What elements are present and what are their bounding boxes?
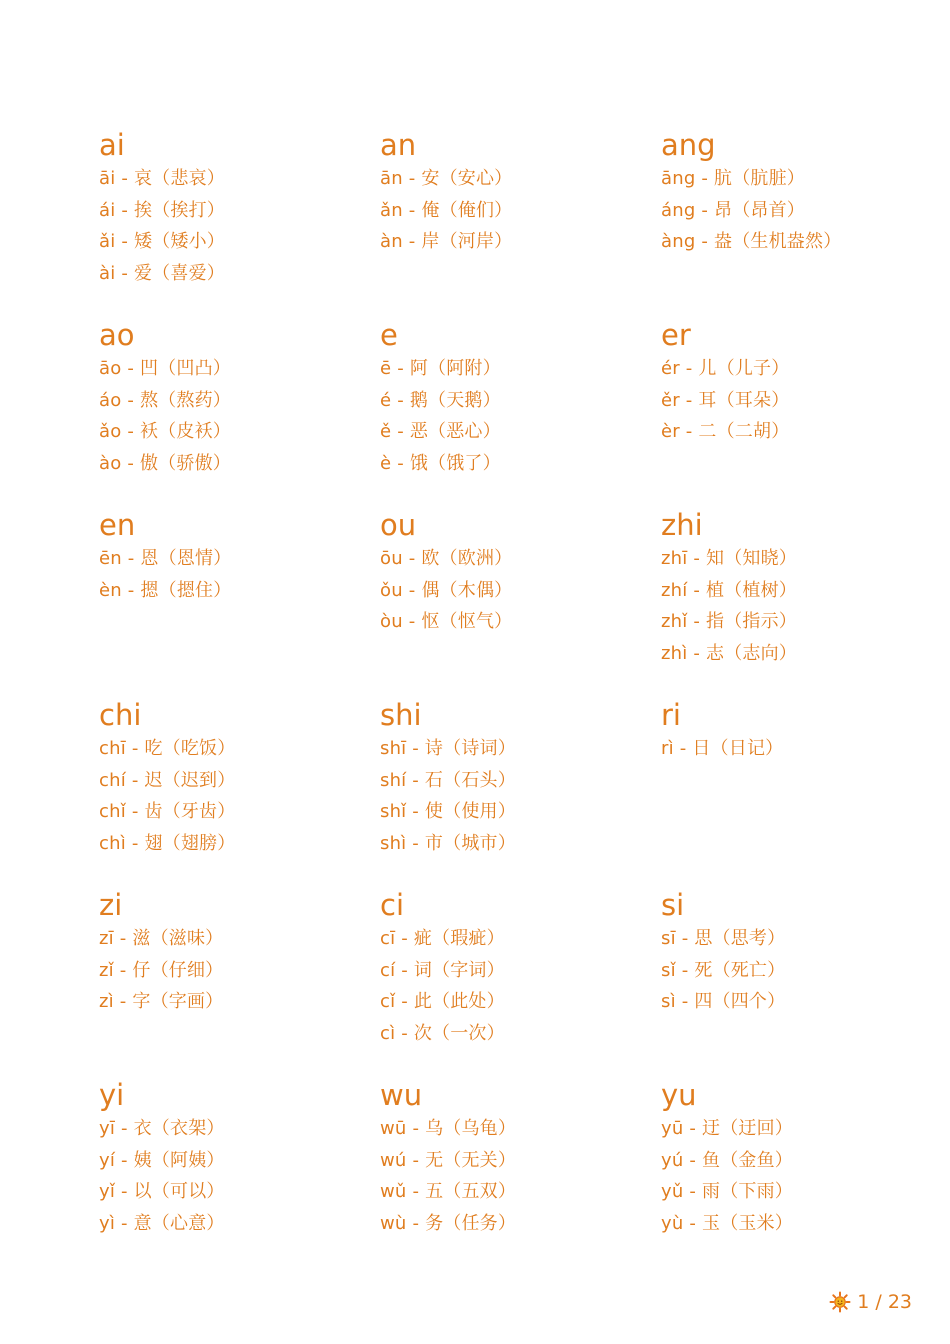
grid-row: [99, 888, 899, 1078]
syllable-entry: sī - 思（思考）: [661, 928, 786, 949]
syllable-entry: yì - 意（心意）: [99, 1213, 225, 1235]
syllable-entry: cì - 次（一次）: [380, 1023, 505, 1045]
syllable-entry: wú - 无（无关）: [380, 1149, 517, 1171]
syllable-card-wu: [380, 1078, 661, 1268]
grid-row: [99, 1078, 899, 1268]
syllable-entry: ōu - 欧（欧洲）: [380, 548, 513, 569]
syllable-entry: wǔ - 五（五双）: [380, 1181, 517, 1203]
sun-icon: [829, 1291, 851, 1313]
syllable-card-ang: [661, 128, 942, 318]
syllable-card-ai: [99, 128, 380, 318]
syllable-entry: sǐ - 死（死亡）: [661, 959, 786, 981]
syllable-entry: òu - 怄（怄气）: [380, 611, 513, 633]
syllable-card-chi: [99, 698, 380, 888]
syllable-title: ri: [661, 698, 681, 732]
syllable-entry: āo - 凹（凹凸）: [99, 358, 231, 379]
syllable-entry: ái - 挨（挨打）: [99, 199, 225, 221]
syllable-entry: áo - 熬（熬药）: [99, 389, 231, 411]
syllable-entry: ān - 安（安心）: [380, 168, 513, 189]
syllable-entry: cǐ - 此（此处）: [380, 991, 505, 1013]
syllable-entry: áng - 昂（昂首）: [661, 199, 806, 221]
syllable-card-ci: [380, 888, 661, 1078]
syllable-entry: yí - 姨（阿姨）: [99, 1149, 225, 1171]
syllable-entry: ēn - 恩（恩情）: [99, 548, 232, 569]
syllable-title: an: [380, 128, 417, 162]
syllable-title: yu: [661, 1078, 697, 1112]
syllable-entry: cī - 疵（瑕疵）: [380, 928, 505, 949]
page-footer: [829, 1291, 912, 1313]
syllable-entry: zhǐ - 指（指示）: [661, 611, 797, 633]
syllable-card-si: [661, 888, 942, 1078]
syllable-entry: ǒu - 偶（木偶）: [380, 579, 513, 601]
syllable-title: ci: [380, 888, 405, 922]
syllable-entry: ě - 恶（恶心）: [380, 421, 501, 443]
syllable-entry: yù - 玉（玉米）: [661, 1213, 793, 1235]
syllable-title: zhi: [661, 508, 703, 542]
syllable-entry: sì - 四（四个）: [661, 991, 786, 1013]
syllable-title: yi: [99, 1078, 125, 1112]
syllable-entry: ē - 阿（阿附）: [380, 358, 501, 379]
syllable-card-er: [661, 318, 942, 508]
syllable-entry: chí - 迟（迟到）: [99, 769, 236, 791]
syllable-card-yu: [661, 1078, 942, 1268]
grid-row: [99, 128, 899, 318]
syllable-entry: yū - 迂（迂回）: [661, 1118, 793, 1139]
syllable-entry: àng - 盎（生机盎然）: [661, 231, 842, 253]
syllable-entry: zhí - 植（植树）: [661, 579, 797, 601]
syllable-entry: ǎi - 矮（矮小）: [99, 231, 225, 253]
grid-row: [99, 318, 899, 508]
syllable-title: chi: [99, 698, 142, 732]
syllable-card-ou: [380, 508, 661, 698]
syllable-entry: zhī - 知（知晓）: [661, 548, 797, 569]
syllable-entry: é - 鹅（天鹅）: [380, 389, 501, 411]
syllable-title: ang: [661, 128, 716, 162]
syllable-entry: shī - 诗（诗词）: [380, 738, 516, 759]
syllable-entry: shí - 石（石头）: [380, 769, 516, 791]
syllable-entry: rì - 日（日记）: [661, 738, 784, 759]
syllable-entry: chī - 吃（吃饭）: [99, 738, 236, 759]
syllable-entry: yǐ - 以（可以）: [99, 1181, 225, 1203]
syllable-title: e: [380, 318, 398, 352]
syllable-entry: zī - 滋（滋味）: [99, 928, 224, 949]
syllable-entry: zì - 字（字画）: [99, 991, 224, 1013]
syllable-title: ao: [99, 318, 135, 352]
syllable-title: er: [661, 318, 691, 352]
syllable-grid: [99, 128, 899, 1268]
syllable-title: ou: [380, 508, 417, 542]
syllable-card-ao: [99, 318, 380, 508]
syllable-entry: ài - 爱（喜爱）: [99, 263, 225, 285]
syllable-card-yi: [99, 1078, 380, 1268]
syllable-entry: wù - 务（任务）: [380, 1213, 517, 1235]
syllable-title: zi: [99, 888, 123, 922]
syllable-title: wu: [380, 1078, 423, 1112]
syllable-card-ri: [661, 698, 942, 888]
syllable-entry: ǎo - 袄（皮袄）: [99, 421, 231, 443]
syllable-card-shi: [380, 698, 661, 888]
syllable-entry: chǐ - 齿（牙齿）: [99, 801, 236, 823]
syllable-title: si: [661, 888, 685, 922]
syllable-entry: shǐ - 使（使用）: [380, 801, 516, 823]
syllable-entry: èn - 摁（摁住）: [99, 579, 232, 601]
page-indicator: 1 / 23: [857, 1291, 912, 1313]
syllable-entry: zǐ - 仔（仔细）: [99, 959, 224, 981]
syllable-entry: wū - 乌（乌龟）: [380, 1118, 517, 1139]
syllable-entry: yú - 鱼（金鱼）: [661, 1149, 793, 1171]
syllable-title: shi: [380, 698, 422, 732]
syllable-entry: ěr - 耳（耳朵）: [661, 389, 790, 411]
grid-row: [99, 508, 899, 698]
syllable-entry: cí - 词（字词）: [380, 959, 505, 981]
syllable-entry: èr - 二（二胡）: [661, 421, 790, 443]
syllable-card-zhi: [661, 508, 942, 698]
syllable-entry: ǎn - 俺（俺们）: [380, 199, 513, 221]
syllable-entry: zhì - 志（志向）: [661, 643, 797, 665]
syllable-entry: āng - 肮（肮脏）: [661, 168, 806, 189]
syllable-card-e: [380, 318, 661, 508]
grid-row: [99, 698, 899, 888]
syllable-entry: āi - 哀（悲哀）: [99, 168, 225, 189]
syllable-card-en: [99, 508, 380, 698]
syllable-entry: yǔ - 雨（下雨）: [661, 1181, 793, 1203]
syllable-entry: shì - 市（城市）: [380, 833, 516, 855]
syllable-entry: àn - 岸（河岸）: [380, 231, 513, 253]
syllable-entry: yī - 衣（衣架）: [99, 1118, 225, 1139]
syllable-entry: ào - 傲（骄傲）: [99, 453, 231, 475]
syllable-entry: ér - 儿（儿子）: [661, 358, 790, 379]
syllable-card-an: [380, 128, 661, 318]
syllable-card-zi: [99, 888, 380, 1078]
syllable-title: en: [99, 508, 136, 542]
syllable-entry: chì - 翅（翅膀）: [99, 833, 236, 855]
syllable-title: ai: [99, 128, 125, 162]
syllable-entry: è - 饿（饿了）: [380, 453, 501, 475]
